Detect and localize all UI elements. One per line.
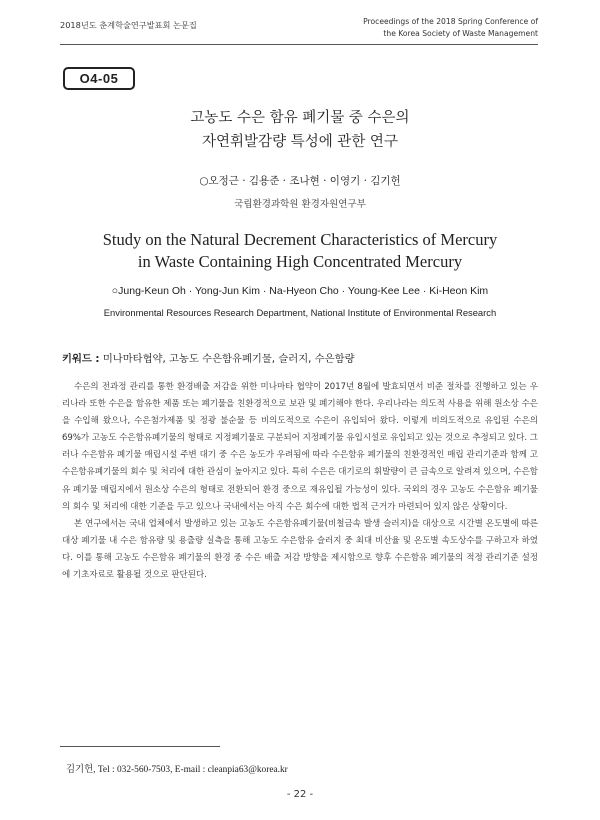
keywords-text: 미나마타협약, 고농도 수은함유폐기물, 슬러지, 수은함량 [102, 353, 355, 365]
english-title-line1: Study on the Natural Decrement Characteristics of Mercury [102, 230, 498, 249]
english-title-line2: in Waste Containing High Concentrated Mercury [137, 252, 463, 271]
footnote-divider [60, 746, 220, 747]
paper-code-badge: O4-05 [63, 67, 135, 90]
english-title [60, 229, 540, 273]
korean-title [60, 106, 540, 154]
running-header-right [298, 16, 538, 40]
keywords-label: 키워드 : [62, 353, 100, 365]
korean-affiliation: 국립환경과학원 환경자원연구부 [234, 199, 366, 210]
korean-title-line2: 자연휘발감량 특성에 관한 연구 [202, 134, 398, 150]
page-number: - 22 - [286, 789, 314, 800]
header-divider [60, 44, 538, 45]
korean-authors: ○오정근 · 김용준 · 조나현 · 이영기 · 김기헌 [199, 175, 401, 187]
corresponding-author-footnote: 김기헌, Tel : 032-560-7503, E-mail : cleanpia63@korea.kr [66, 765, 288, 775]
abstract [62, 379, 538, 584]
running-header-right-line2: the Korea Society of Waste Management [383, 29, 538, 38]
abstract-paragraph-2: 본 연구에서는 국내 업체에서 발생하고 있는 고농도 수은함유폐기물(비철금속 발생 슬러지)을 대상으로 시간별 온도별에 따른 대상 폐기물 내 수은 함유량 및 용출량 실측을 통해 고농도 수은함유 슬러지 중 최대 비산율 및 온도별 속도상수를 구하고자 하였다. 이를 통해 고농도 수은함유 폐기물의 환경 중 수은 배출 저감 방향을 제시함으로 향후 수은함유 폐기물의 적정 관리기준 설정에 기초자료로 활용될 것으로 판단된다. [62, 518, 538, 581]
running-header-left: 2018년도 춘계학술연구발표회 논문집 [60, 20, 197, 30]
keywords-line [62, 350, 540, 365]
english-authors: ○Jung-Keun Oh · Yong-Jun Kim · Na-Hyeon Cho · Young-Kee Lee · Ki-Heon Kim [111, 285, 489, 297]
korean-title-line1: 고농도 수은 함유 폐기물 중 수은의 [190, 110, 410, 126]
english-affiliation: Environmental Resources Research Department, National Institute of Environmental Research [103, 307, 497, 318]
abstract-paragraph-1: 수은의 전과정 관리를 통한 환경배출 저감을 위한 미나마타 협약이 2017년 8월에 발효되면서 비준 절차를 진행하고 있는 우리나라 또한 수은을 함유한 제품 또는 폐기물을 친환경적으로 보관 및 폐기해야 한다. 우리나라는 의도적 사용을 위해 원소상 수은을 수입해 왔으나, 수은첨가제품 및 정광 불순물 등 비의도적으로 수은이 유입되어 왔다. 이렇게 비의도적으로 유입된 수은의 69%가 고농도 수은함유폐기물의 형태로 지정폐기물로 구분되어 지정폐기물 유입시설로 유입되고 있는 것으로 추정되고 있다. 그러나 수은함유 폐기물 매립시설 주변 대기 중 수은 농도가 우려됨에 따라 수은함유 폐기물의 친환경적인 매립 관리기준과 함께 고수은함유폐기물의 회수 및 처리에 대한 관심이 높아지고 있다. 특히 수은은 대기로의 휘발량이 큰 금속으로 알려져 있으며, 수은함유 폐기물 매립지에서 원소상 수은의 형태로 전환되어 환경 중으로 재유입될 가능성이 있다. 국외의 경우 고농도 수은함유 폐기물의 회수 및 처리에 대한 기준을 두고 있으나 국내에서는 아직 수은 회수에 대한 법적 근거가 마련되어 있지 않은 상황이다. [62, 382, 538, 512]
running-header-right-line1: Proceedings of the 2018 Spring Conference of [363, 17, 538, 26]
